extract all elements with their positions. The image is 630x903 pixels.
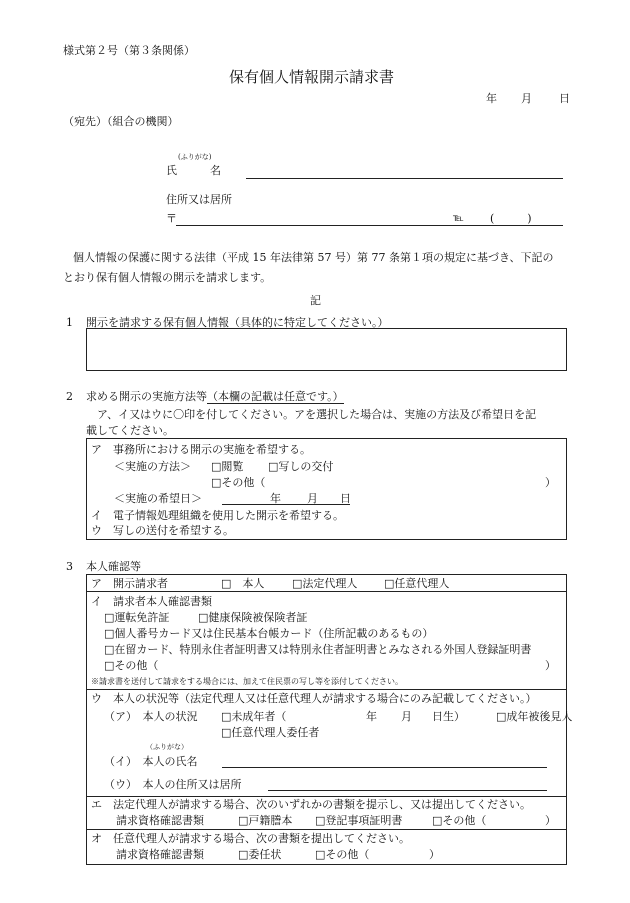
requested-info-field[interactable]: [86, 328, 567, 371]
legal-other-checkbox[interactable]: □その他（: [432, 814, 487, 827]
name-label: 氏 名: [166, 164, 221, 177]
address-label: 住所又は居所: [166, 193, 232, 206]
requester-voluntary-checkbox[interactable]: □任意代理人: [384, 577, 450, 590]
divider: [86, 591, 567, 592]
postal-mark: 〒: [166, 212, 177, 225]
principal-status-title: ウ 本人の状況等（法定代理人又は任意代理人が請求する場合にのみ記載してください。）: [91, 692, 537, 705]
power-of-attorney-checkbox[interactable]: □委任状: [238, 848, 282, 861]
section2-instruction-1: ア、イ又はウに〇印を付してください。アを選択した場合は、実施の方法及び希望日を記: [97, 408, 537, 421]
option-a-office[interactable]: ア 事務所における開示の実施を希望する。: [91, 443, 311, 456]
method-other-close: ）: [545, 476, 556, 489]
divider: [86, 796, 567, 797]
method-copy-checkbox[interactable]: □写しの交付: [268, 460, 334, 473]
form-number: 様式第２号（第３条関係）: [63, 44, 195, 57]
section2-number: 2: [66, 390, 73, 403]
id-insurance-checkbox[interactable]: □健康保険被保険者証: [198, 611, 308, 624]
principal-name-line[interactable]: [222, 767, 547, 768]
wish-year: 年: [270, 492, 281, 505]
tel-mark: ℡: [453, 213, 464, 224]
id-docs-title: イ 請求者本人確認書類: [91, 595, 212, 608]
section1-number: 1: [66, 316, 73, 329]
id-license-checkbox[interactable]: □運転免許証: [104, 611, 170, 624]
wish-date-label: ＜実施の希望日＞: [114, 492, 202, 505]
voluntary-other-close: ）: [429, 848, 440, 861]
name-field-line[interactable]: [246, 178, 563, 179]
id-mynumber-checkbox[interactable]: □個人番号カード又は住民基本台帳カード（住所記載のあるもの）: [104, 627, 434, 640]
option-u-mail[interactable]: ウ 写しの送付を希望する。: [91, 524, 234, 537]
addressee: （宛先）（組合の機関）: [63, 115, 179, 128]
legal-docs-label: 請求資格確認書類: [116, 814, 204, 827]
id-other-checkbox[interactable]: □その他（: [104, 659, 159, 672]
voluntary-agent-title: オ 任意代理人が請求する場合、次の書類を提出してください。: [91, 832, 410, 845]
address-field-line[interactable]: [176, 225, 563, 226]
registry-cert-checkbox[interactable]: □登記事項証明書: [315, 814, 403, 827]
section1-title: 開示を請求する保有個人情報（具体的に特定してください。）: [86, 316, 389, 329]
section2-title-plain: 求める開示の実施方法等: [86, 390, 207, 403]
date-day: 日: [559, 92, 570, 105]
date-month: 月: [521, 92, 532, 105]
option-i-electronic[interactable]: イ 電子情報処理組織を使用した開示を希望する。: [91, 509, 344, 522]
requester-self-checkbox[interactable]: □ 本人: [221, 577, 265, 590]
principal-address-line[interactable]: [268, 790, 547, 791]
intro-line-1: 個人情報の保護に関する法律（平成 15 年法律第 57 号）第 77 条第１項の規定に基づき、下記の: [73, 251, 554, 264]
family-register-checkbox[interactable]: □戸籍謄本: [238, 814, 293, 827]
method-view-checkbox[interactable]: □閲覧: [211, 460, 244, 473]
furigana-label: (ふりがな): [178, 153, 212, 161]
requester-legal-checkbox[interactable]: □法定代理人: [292, 577, 358, 590]
legal-other-close: ）: [545, 814, 556, 827]
divider: [86, 829, 567, 830]
id-other-close: ）: [545, 659, 556, 672]
minor-checkbox[interactable]: □未成年者（: [221, 710, 287, 723]
voluntary-other-checkbox[interactable]: □その他（: [315, 848, 370, 861]
divider: [86, 689, 567, 690]
birth-year: 年: [366, 710, 377, 723]
requester-label: ア 開示請求者: [91, 577, 168, 590]
section3-number: 3: [66, 560, 73, 573]
adult-ward-checkbox[interactable]: □成年被後見人: [496, 710, 573, 723]
principal-furigana: （ふりがな）: [146, 743, 188, 751]
method-other-checkbox[interactable]: □その他（: [211, 476, 266, 489]
mail-note: ※請求書を送付して請求をする場合には、加えて住民票の写し等を添付してください。: [91, 677, 403, 686]
tel-paren: ( ): [490, 212, 532, 225]
wish-month: 月: [307, 492, 318, 505]
birth-month: 月: [401, 710, 412, 723]
method-label: ＜実施の方法＞: [114, 460, 191, 473]
date-year: 年: [486, 92, 497, 105]
legal-agent-title: エ 法定代理人が請求する場合、次のいずれかの書類を提示し、又は提出してください。: [91, 798, 531, 811]
intro-line-2: とおり保有個人情報の開示を請求します。: [63, 271, 272, 284]
section2-title: [86, 390, 344, 404]
birth-day: 日生）: [432, 710, 465, 723]
wish-date-line[interactable]: [222, 504, 350, 505]
principal-address-label: （ウ） 本人の住所又は居所: [104, 778, 242, 791]
delegator-checkbox[interactable]: □任意代理人委任者: [221, 726, 320, 739]
section2-title-note: （本欄の記載は任意です。）: [207, 390, 344, 403]
principal-status-label: （ア） 本人の状況: [104, 710, 198, 723]
page-title: 保有個人情報開示請求書: [229, 68, 395, 86]
id-residence-card-checkbox[interactable]: □在留カード、特別永住者証明書又は特別永住者証明書とみなされる外国人登録証明書: [104, 643, 532, 656]
ki-heading: 記: [310, 294, 321, 307]
section2-instruction-2: 載してください。: [86, 424, 174, 437]
principal-name-label: （イ） 本人の氏名: [104, 755, 198, 768]
wish-day: 日: [340, 492, 351, 505]
voluntary-docs-label: 請求資格確認書類: [116, 848, 204, 861]
section3-title: 本人確認等: [86, 560, 141, 573]
